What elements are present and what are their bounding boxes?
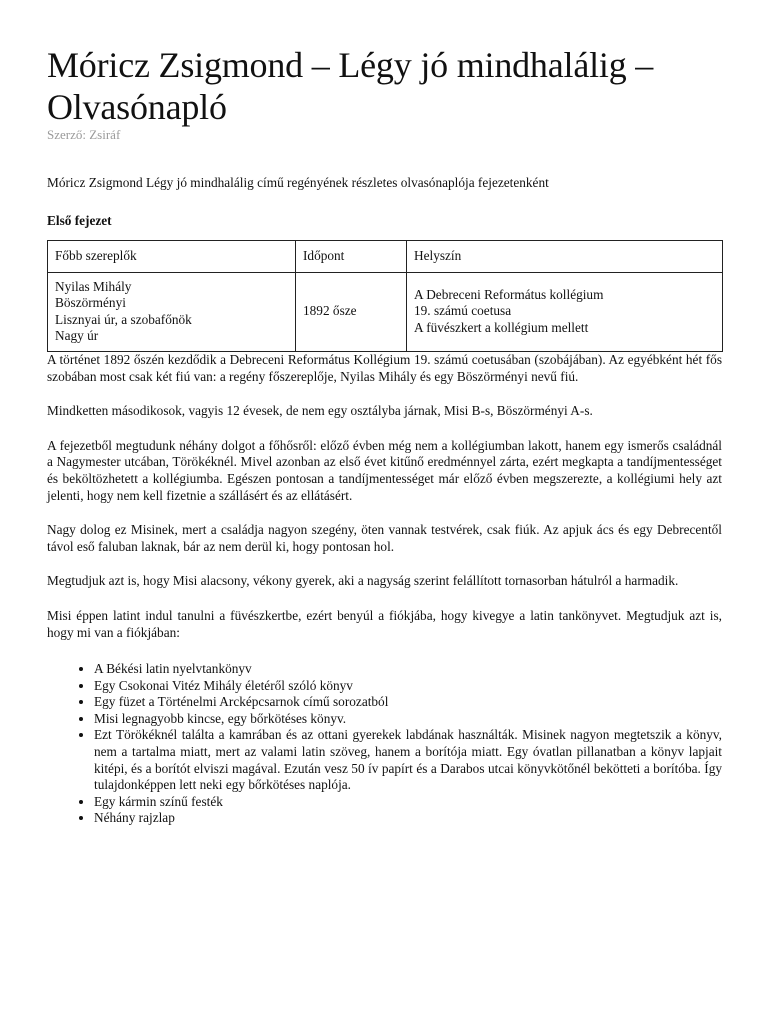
table-row xyxy=(48,272,723,351)
intro-paragraph: Móricz Zsigmond Légy jó mindhalálig című regényének részletes olvasónaplója fejezetenként xyxy=(47,175,549,190)
body-paragraph: A történet 1892 őszén kezdődik a Debreceni Református Kollégium 19. számú coetusában (szobájában). Az egyébként hét fős szobában most csak két fiú van: a regény főszereplője, Nyilas Mihály és egy Böszörményi nevű fiú. xyxy=(47,351,722,384)
list-item: • Egy füzet a Történelmi Arcképcsarnok című sorozatból xyxy=(94,694,722,711)
list-item: • Ezt Törökéknél találta a kamrában és az ottani gyerekek labdának használták. Misinek nagyon megtetszik a könyv, nem a tartalma miatt, mert az valami latin szöveg, hanem a borítója miatt. Egy óvatlan pillanatban a könyv lapjait kitépi, és a borítót elviszi magával. Ezután vesz 50 ív papírt és a Darabos utcai könyvkötőnél bekötteti a borítóba. Így tulajdonképpen lett neki egy bőrkötéses naplója. xyxy=(94,727,722,793)
cell-time: 1892 ősze xyxy=(296,272,407,351)
drawer-contents-list xyxy=(47,661,722,827)
list-item: • Egy kármin színű festék xyxy=(94,794,722,811)
title-line-1: Móricz Zsigmond – Légy jó mindhalálig – xyxy=(47,45,654,85)
document-title xyxy=(47,44,722,128)
list-item: • A Békési latin nyelvtankönyv xyxy=(94,661,722,678)
chapter-heading: Első fejezet xyxy=(47,212,112,228)
body-paragraph: Mindketten másodikosok, vagyis 12 évesek, de nem egy osztályba járnak, Misi B-s, Böszörményi A-s. xyxy=(47,403,593,419)
characters-table xyxy=(47,240,723,352)
cell-places xyxy=(407,272,723,351)
place-name: A Debreceni Református kollégium xyxy=(414,286,604,302)
header-place: Helyszín xyxy=(407,240,723,272)
list-item: • Egy Csokonai Vitéz Mihály életéről szóló könyv xyxy=(94,678,722,695)
list-item: • Néhány rajzlap xyxy=(94,810,722,827)
title-line-2: Olvasónapló xyxy=(47,87,227,127)
character-name: Nagy úr xyxy=(55,328,99,344)
author-line: Szerző: Zsiráf xyxy=(47,127,121,142)
body-paragraph: Misi éppen latint indul tanulni a füvészkertbe, ezért benyúl a fiókjába, hogy kivegye a latin tankönyvet. Megtudjuk azt is, hogy mi van a fiókjában: xyxy=(47,607,722,640)
header-characters: Főbb szereplők xyxy=(48,240,296,272)
body-paragraph: Nagy dolog ez Misinek, mert a családja nagyon szegény, öten vannak testvérek, csak fiúk. Az apjuk ács és egy Debrecentől távol eső faluban laknak, bár az nem derül ki, hogy pontosan hol. xyxy=(47,522,722,554)
body-paragraph: Megtudjuk azt is, hogy Misi alacsony, vékony gyerek, aki a nagyság szerint felállított tornasorban hátulról a harmadik. xyxy=(47,573,679,589)
character-name: Nyilas Mihály xyxy=(55,278,132,294)
character-name: Böszörményi xyxy=(55,295,126,311)
header-time: Időpont xyxy=(296,240,407,272)
cell-characters xyxy=(48,272,296,351)
list-item: • Misi legnagyobb kincse, egy bőrkötéses könyv. xyxy=(94,711,722,728)
place-name: 19. számú coetusa xyxy=(414,303,512,319)
body-paragraph: A fejezetből megtudunk néhány dolgot a főhősről: előző évben még nem a kollégiumban lakott, hanem egy ismerős családnál a Nagymester utcában, Törökéknél. Mivel azonban az első évet kitűnő eredménnyel zárta, ezért megkapta a tandíjmentességet és beköltözhetett a kollégiumba. Egészen pontosan a tandíjmentességet már előző évben megszerezte, a kollégiumi hely azt jelenti, hogy nem kell fizetnie a szállásért és az ellátásért. xyxy=(47,437,722,503)
character-name: Lisznyai úr, a szobafőnök xyxy=(55,311,192,327)
place-name: A füvészkert a kollégium mellett xyxy=(414,320,589,336)
table-header-row xyxy=(48,240,723,272)
document-page xyxy=(47,44,722,827)
